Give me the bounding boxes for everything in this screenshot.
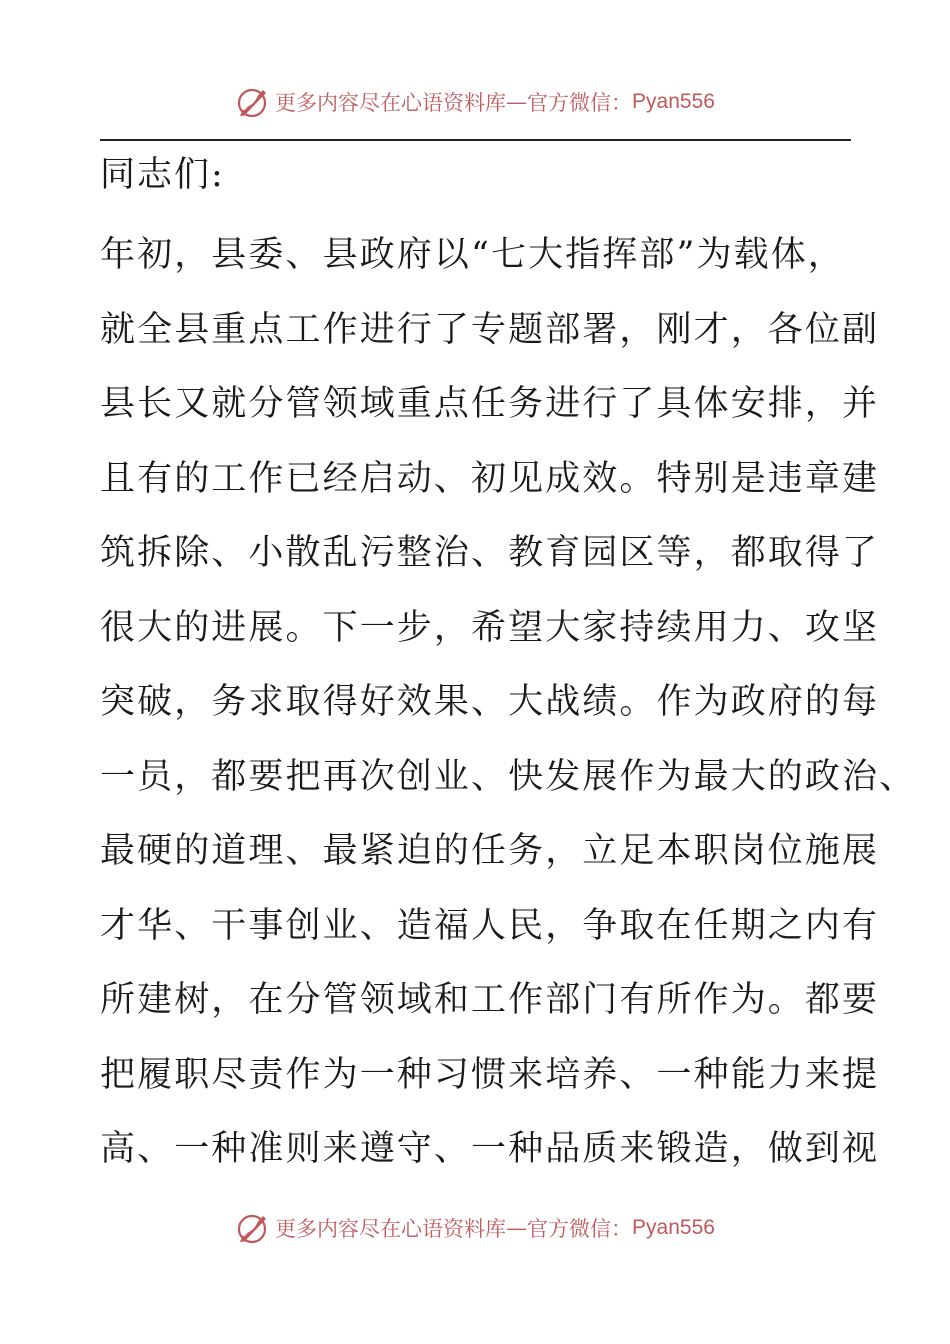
text-line: 筑拆除、小散乱污整治、教育园区等，都取得了 [100,533,880,573]
header-wechat-id: Pyan556 [632,90,715,113]
footer-dash: — [506,1216,528,1240]
quill-pen-logo-icon [235,1210,271,1246]
text-line: 所建树，在分管领域和工作部门有所作为。都要 [100,980,880,1020]
salutation: 同志们: [100,155,225,195]
text-line: 就全县重点工作进行了专题部署，刚才，各位副 [100,309,880,350]
footer-brand-text: 更多内容尽在心语资料库 [275,1217,507,1241]
footer-official-label: 官方微信： [527,1217,633,1241]
text-line: 很大的进展。下一步，希望大家持续用力、攻坚 [100,607,880,648]
text-line: 最硬的道理、最紧迫的任务，立足本职岗位施展 [100,831,880,871]
body-paragraph [100,230,917,1199]
footer-banner-content [235,1210,715,1246]
header-dash: — [506,90,528,114]
text-line: 才华、干事创业、造福人民，争取在任期之内有 [100,905,880,946]
text-line: 高、一种准则来遵守、一种品质来锻造，做到视 [100,1129,880,1169]
quill-pen-logo-icon [235,84,271,120]
text-line: 县长又就分管领域重点任务进行了具体安排，并 [100,384,880,424]
text-line: 一员，都要把再次创业、快发展作为最大的政治、 [100,756,917,797]
text-line: 突破，务求取得好效果、大战绩。作为政府的每 [100,682,880,722]
header-brand-text: 更多内容尽在心语资料库 [275,91,507,115]
footer-wechat-id: Pyan556 [632,1216,715,1239]
text-line: 年初，县委、县政府以“七大指挥部”为载体， [100,235,845,275]
text-line: 且有的工作已经启动、初见成效。特别是违章建 [100,458,880,499]
page-footer-banner [0,1208,950,1248]
header-banner-content [235,84,715,120]
text-line: 把履职尽责作为一种习惯来培养、一种能力来提 [100,1054,880,1095]
header-divider [100,139,851,141]
page-header-banner [0,82,950,122]
header-official-label: 官方微信： [527,91,633,115]
